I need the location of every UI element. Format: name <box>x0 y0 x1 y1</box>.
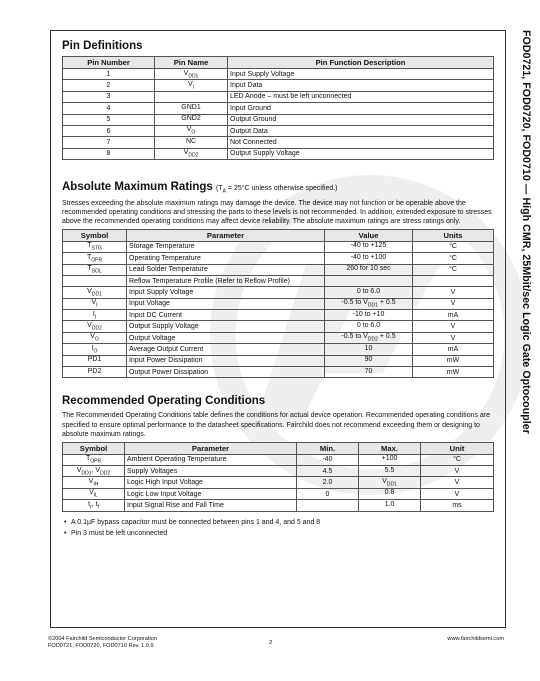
rating-parameter: Input DC Current <box>127 310 325 321</box>
condition-unit: ms <box>421 500 494 511</box>
column-header: Symbol <box>63 442 125 454</box>
abs-max-table <box>62 229 494 379</box>
condition-symbol-sub: DD1 <box>81 469 92 476</box>
rating-symbol-main: V <box>91 299 97 307</box>
rating-symbol-main: V <box>90 333 95 341</box>
table-row <box>63 321 494 332</box>
rating-symbol-sub: I <box>96 302 98 309</box>
pin-number: 8 <box>63 148 155 159</box>
table-row <box>63 275 494 286</box>
pin-name-sub: I <box>192 84 195 91</box>
rating-symbol <box>63 332 127 343</box>
rating-symbol <box>63 253 127 264</box>
condition-min: 2.0 <box>297 477 359 488</box>
pin-name-main: V <box>186 126 192 134</box>
condition-unit: °C <box>421 454 494 465</box>
rating-units: mW <box>413 367 494 378</box>
rating-symbol <box>63 287 127 298</box>
rating-units: V <box>413 332 494 343</box>
rating-parameter: Storage Temperature <box>127 241 325 252</box>
rating-parameter: Input Supply Voltage <box>127 287 325 298</box>
abs-max-condition: ($T_A = 25^\circ C$ unless otherwise specified.) <box>216 185 338 195</box>
rating-value-main: 90 <box>364 356 373 364</box>
rating-value-sub: DD1 <box>367 302 378 309</box>
rating-value-main: -0.5 to V <box>341 333 368 341</box>
rating-value-post: + 0.5 <box>377 333 396 341</box>
pin-name-main: GND2 <box>181 115 201 123</box>
table-header-row <box>63 442 494 454</box>
pin-number: 3 <box>63 91 155 102</box>
pin-name <box>155 91 228 102</box>
side-title-text: FOD0721, FOD0720, FOD0710 — High CMR, 25Mbit/sec Logic Gate Optocoupler <box>520 30 532 434</box>
condition-symbol-main: V <box>76 466 82 474</box>
rating-value-main: 0 to 6.0 <box>356 321 381 329</box>
rating-value <box>325 321 413 332</box>
condition-min: 4.5 <box>297 466 359 477</box>
rating-value <box>325 367 413 378</box>
rating-units: mA <box>413 344 494 355</box>
condition-max-main: V <box>382 477 387 485</box>
rating-units <box>413 275 494 286</box>
condition-symbol-sub: r <box>90 504 92 511</box>
footer-url: www.fairchildsemi.com <box>447 636 504 642</box>
pin-number: 7 <box>63 137 155 148</box>
column-header: Unit <box>421 442 494 454</box>
table-row <box>63 454 494 465</box>
column-header: Pin Function Description <box>228 57 494 69</box>
pin-name-sub: DD1 <box>188 72 199 79</box>
side-title-bar <box>500 30 536 626</box>
rating-value-main: 10 <box>364 344 373 352</box>
table-row <box>63 80 494 91</box>
rating-units: mW <box>413 355 494 366</box>
rating-symbol-main: V <box>87 287 92 295</box>
pin-function: Input Ground <box>228 103 494 114</box>
rating-units: °C <box>413 241 494 252</box>
note-item: • Pin 3 must be left unconnected <box>71 528 494 540</box>
condition-max-main: +100 <box>381 455 398 463</box>
rating-value <box>325 287 413 298</box>
pin-name-main: GND1 <box>181 103 201 111</box>
column-header: Value <box>325 229 413 241</box>
condition-symbol-sub: IH <box>93 481 99 488</box>
rating-symbol <box>63 264 127 275</box>
pin-function: Input Supply Voltage <box>228 69 494 80</box>
rating-symbol-main: I <box>91 344 94 352</box>
rating-symbol <box>63 298 127 309</box>
condition-max-sub: DD1 <box>386 481 397 488</box>
note-item: • A 0.1µF bypass capacitor must be connected between pins 1 and 4, and 5 and 8 <box>71 517 494 529</box>
rec-op-description: The Recommended Operating Conditions table defines the conditions for actual device operation. Recommended operating conditions are specified to ensure optimal performance to the datasheet specifications. Fairchild does not recommend exceeding them or designing to absolute maximum ratings. <box>62 412 491 439</box>
rating-symbol-main: I <box>92 310 95 318</box>
rating-parameter: Input Power Dissipation <box>127 355 325 366</box>
pin-function: Input Data <box>228 80 494 91</box>
condition-symbol-sub: IL <box>93 492 98 499</box>
column-header: Parameter <box>127 229 325 241</box>
rating-symbol-sub: SOL <box>91 268 102 275</box>
condition-max-main: 1.0 <box>384 500 395 508</box>
condition-symbol-2-sub: f <box>97 504 99 511</box>
table-row <box>63 253 494 264</box>
condition-symbol-2: , V <box>91 466 101 474</box>
pin-name-main: NC <box>185 137 197 145</box>
rating-value-sub: DD2 <box>367 336 378 343</box>
rating-units: °C <box>413 264 494 275</box>
rating-symbol <box>63 241 127 252</box>
rating-symbol-main: T <box>86 253 92 261</box>
condition-symbol-2-sub: DD2 <box>100 469 111 476</box>
rating-value <box>325 344 413 355</box>
condition-parameter: Logic High Input Voltage <box>125 477 297 488</box>
rating-symbol <box>63 321 127 332</box>
rating-parameter: Operating Temperature <box>127 253 325 264</box>
rating-symbol-main: PD2 <box>87 367 102 375</box>
rating-value-main: -40 to +100 <box>350 253 387 261</box>
pin-definitions-title: Pin Definitions <box>62 40 143 52</box>
rating-value <box>325 275 413 286</box>
condition-symbol <box>63 466 125 477</box>
rating-symbol <box>63 344 127 355</box>
table-row <box>63 287 494 298</box>
table-header-row <box>63 229 494 241</box>
rating-units: V <box>413 298 494 309</box>
footer-left <box>48 636 157 650</box>
pin-function: LED Anode – must be left unconnected <box>228 91 494 102</box>
condition-max-main: 5.5 <box>384 466 395 474</box>
condition-unit: V <box>421 466 494 477</box>
table-row <box>63 148 494 159</box>
condition-max-main: 0.8 <box>384 489 395 497</box>
column-header: Min. <box>297 442 359 454</box>
main-content <box>62 40 494 540</box>
pin-function: Output Ground <box>228 114 494 125</box>
rating-parameter: Output Power Dissipation <box>127 367 325 378</box>
rating-units: V <box>413 321 494 332</box>
condition-symbol-sub: OPR <box>90 458 102 465</box>
rating-symbol-sub: O <box>93 348 98 355</box>
rating-value-main: 260 for 10 sec <box>346 265 391 273</box>
table-row <box>63 355 494 366</box>
rating-symbol-main: PD1 <box>87 356 102 364</box>
condition-symbol <box>63 488 125 499</box>
pin-function: Output Data <box>228 125 494 136</box>
pin-definitions-table <box>62 56 494 160</box>
rating-symbol-main: V <box>87 321 92 329</box>
footer-copyright: ©2004 Fairchild Semiconductor Corporation <box>48 636 157 642</box>
table-header-row <box>63 57 494 69</box>
rating-parameter: Reflow Temperature Profile (Refer to Reflow Profile) <box>127 275 325 286</box>
rec-op-title: Recommended Operating Conditions <box>62 395 266 408</box>
pin-name <box>155 148 228 159</box>
rating-symbol <box>63 310 127 321</box>
pin-function: Output Supply Voltage <box>228 148 494 159</box>
pin-name-sub: DD2 <box>188 152 199 159</box>
rating-value <box>325 298 413 309</box>
table-row <box>63 332 494 343</box>
rating-value <box>325 253 413 264</box>
rating-symbol-sub: STG <box>91 245 102 252</box>
pin-name <box>155 69 228 80</box>
rating-symbol-sub: I <box>94 313 97 320</box>
condition-max <box>359 477 421 488</box>
condition-min: -40 <box>297 454 359 465</box>
rating-parameter: Output Supply Voltage <box>127 321 325 332</box>
condition-symbol-main: V <box>89 489 94 497</box>
abs-max-description: Stresses exceeding the absolute maximum ratings may damage the device. The device may not function or be operable above the recommended operating conditions and stressing the parts to these levels is not recommended. In addition, extended exposure to stresses above the recommended operating conditions may affect device reliability. The absolute maximum ratings are stress ratings only. <box>62 199 492 226</box>
condition-max <box>359 466 421 477</box>
pin-number: 5 <box>63 114 155 125</box>
pin-name-sub: O <box>191 129 196 136</box>
table-row <box>63 137 494 148</box>
pin-name <box>155 125 228 136</box>
rating-symbol <box>63 367 127 378</box>
rating-value <box>325 241 413 252</box>
rating-symbol <box>63 355 127 366</box>
condition-symbol-2: , t <box>91 500 98 508</box>
condition-symbol <box>63 454 125 465</box>
column-header: Pin Name <box>155 57 228 69</box>
table-row <box>63 344 494 355</box>
table-row <box>63 241 494 252</box>
pin-number: 4 <box>63 103 155 114</box>
rating-symbol-sub: O <box>94 336 99 343</box>
table-row <box>63 125 494 136</box>
pin-number: 6 <box>63 125 155 136</box>
rec-op-notes <box>62 517 494 540</box>
rating-parameter: Lead Solder Temperature <box>127 264 325 275</box>
condition-unit: V <box>421 488 494 499</box>
rating-parameter: Average Output Current <box>127 344 325 355</box>
column-header: Parameter <box>125 442 297 454</box>
pin-name <box>155 114 228 125</box>
table-row <box>63 91 494 102</box>
pin-name <box>155 80 228 91</box>
page-number: 2 <box>269 640 273 646</box>
rating-value-main: 0 to 6.0 <box>356 287 381 295</box>
condition-min: 0 <box>297 488 359 499</box>
pin-function: Not Connected <box>228 137 494 148</box>
abs-max-title: Absolute Maximum Ratings ($T_A = 25^\circ C$ unless otherwise specified.) <box>62 181 338 195</box>
pin-name <box>155 137 228 148</box>
pin-name-main: V <box>187 80 193 88</box>
table-row <box>63 69 494 80</box>
condition-symbol <box>63 500 125 511</box>
rating-symbol-sub: OPR <box>91 257 103 264</box>
pin-number: 2 <box>63 80 155 91</box>
pin-name <box>155 103 228 114</box>
table-row <box>63 310 494 321</box>
condition-unit: V <box>421 477 494 488</box>
rating-value <box>325 310 413 321</box>
condition-max <box>359 500 421 511</box>
table-row <box>63 367 494 378</box>
condition-symbol-main: t <box>88 500 91 508</box>
rating-value-main: -10 to +10 <box>352 310 385 318</box>
rating-value-main: -0.5 to V <box>341 299 368 307</box>
table-row <box>63 500 494 511</box>
column-header: Max. <box>359 442 421 454</box>
condition-symbol-main: V <box>88 477 94 485</box>
rating-symbol-sub: DD2 <box>91 325 102 332</box>
rec-op-table <box>62 442 494 512</box>
rating-units: °C <box>413 253 494 264</box>
rating-symbol-sub: DD1 <box>91 291 102 298</box>
rating-value <box>325 264 413 275</box>
pin-name-main: V <box>183 149 189 157</box>
condition-parameter: Logic Low Input Voltage <box>125 488 297 499</box>
column-header: Pin Number <box>63 57 155 69</box>
column-header: Symbol <box>63 229 127 241</box>
table-row <box>63 488 494 499</box>
table-row <box>63 466 494 477</box>
rating-parameter: Output Voltage <box>127 332 325 343</box>
table-row <box>63 477 494 488</box>
condition-max <box>359 454 421 465</box>
condition-parameter: Ambient Operating Temperature <box>125 454 297 465</box>
rating-value-main: -40 to +125 <box>350 242 387 250</box>
table-row <box>63 114 494 125</box>
condition-min <box>297 500 359 511</box>
rating-symbol <box>63 275 127 286</box>
rating-value <box>325 355 413 366</box>
condition-symbol <box>63 477 125 488</box>
rating-units: V <box>413 287 494 298</box>
rating-symbol-main: T <box>87 265 92 273</box>
rating-parameter: Input Voltage <box>127 298 325 309</box>
pin-number: 1 <box>63 69 155 80</box>
rating-value <box>325 332 413 343</box>
condition-parameter: Input Signal Rise and Fall Time <box>125 500 297 511</box>
column-header: Units <box>413 229 494 241</box>
rating-value-main: 70 <box>364 367 373 375</box>
footer-part-rev: FOD0721, FOD0720, FOD0710 Rev. 1.0.9 <box>48 643 154 649</box>
rating-symbol-main: T <box>87 242 92 250</box>
rating-units: mA <box>413 310 494 321</box>
table-row <box>63 264 494 275</box>
pin-name-main: V <box>183 69 189 77</box>
table-row <box>63 298 494 309</box>
condition-max <box>359 488 421 499</box>
condition-symbol-main: T <box>85 455 91 463</box>
table-row <box>63 103 494 114</box>
condition-parameter: Supply Voltages <box>125 466 297 477</box>
rating-value-post: + 0.5 <box>377 299 396 307</box>
